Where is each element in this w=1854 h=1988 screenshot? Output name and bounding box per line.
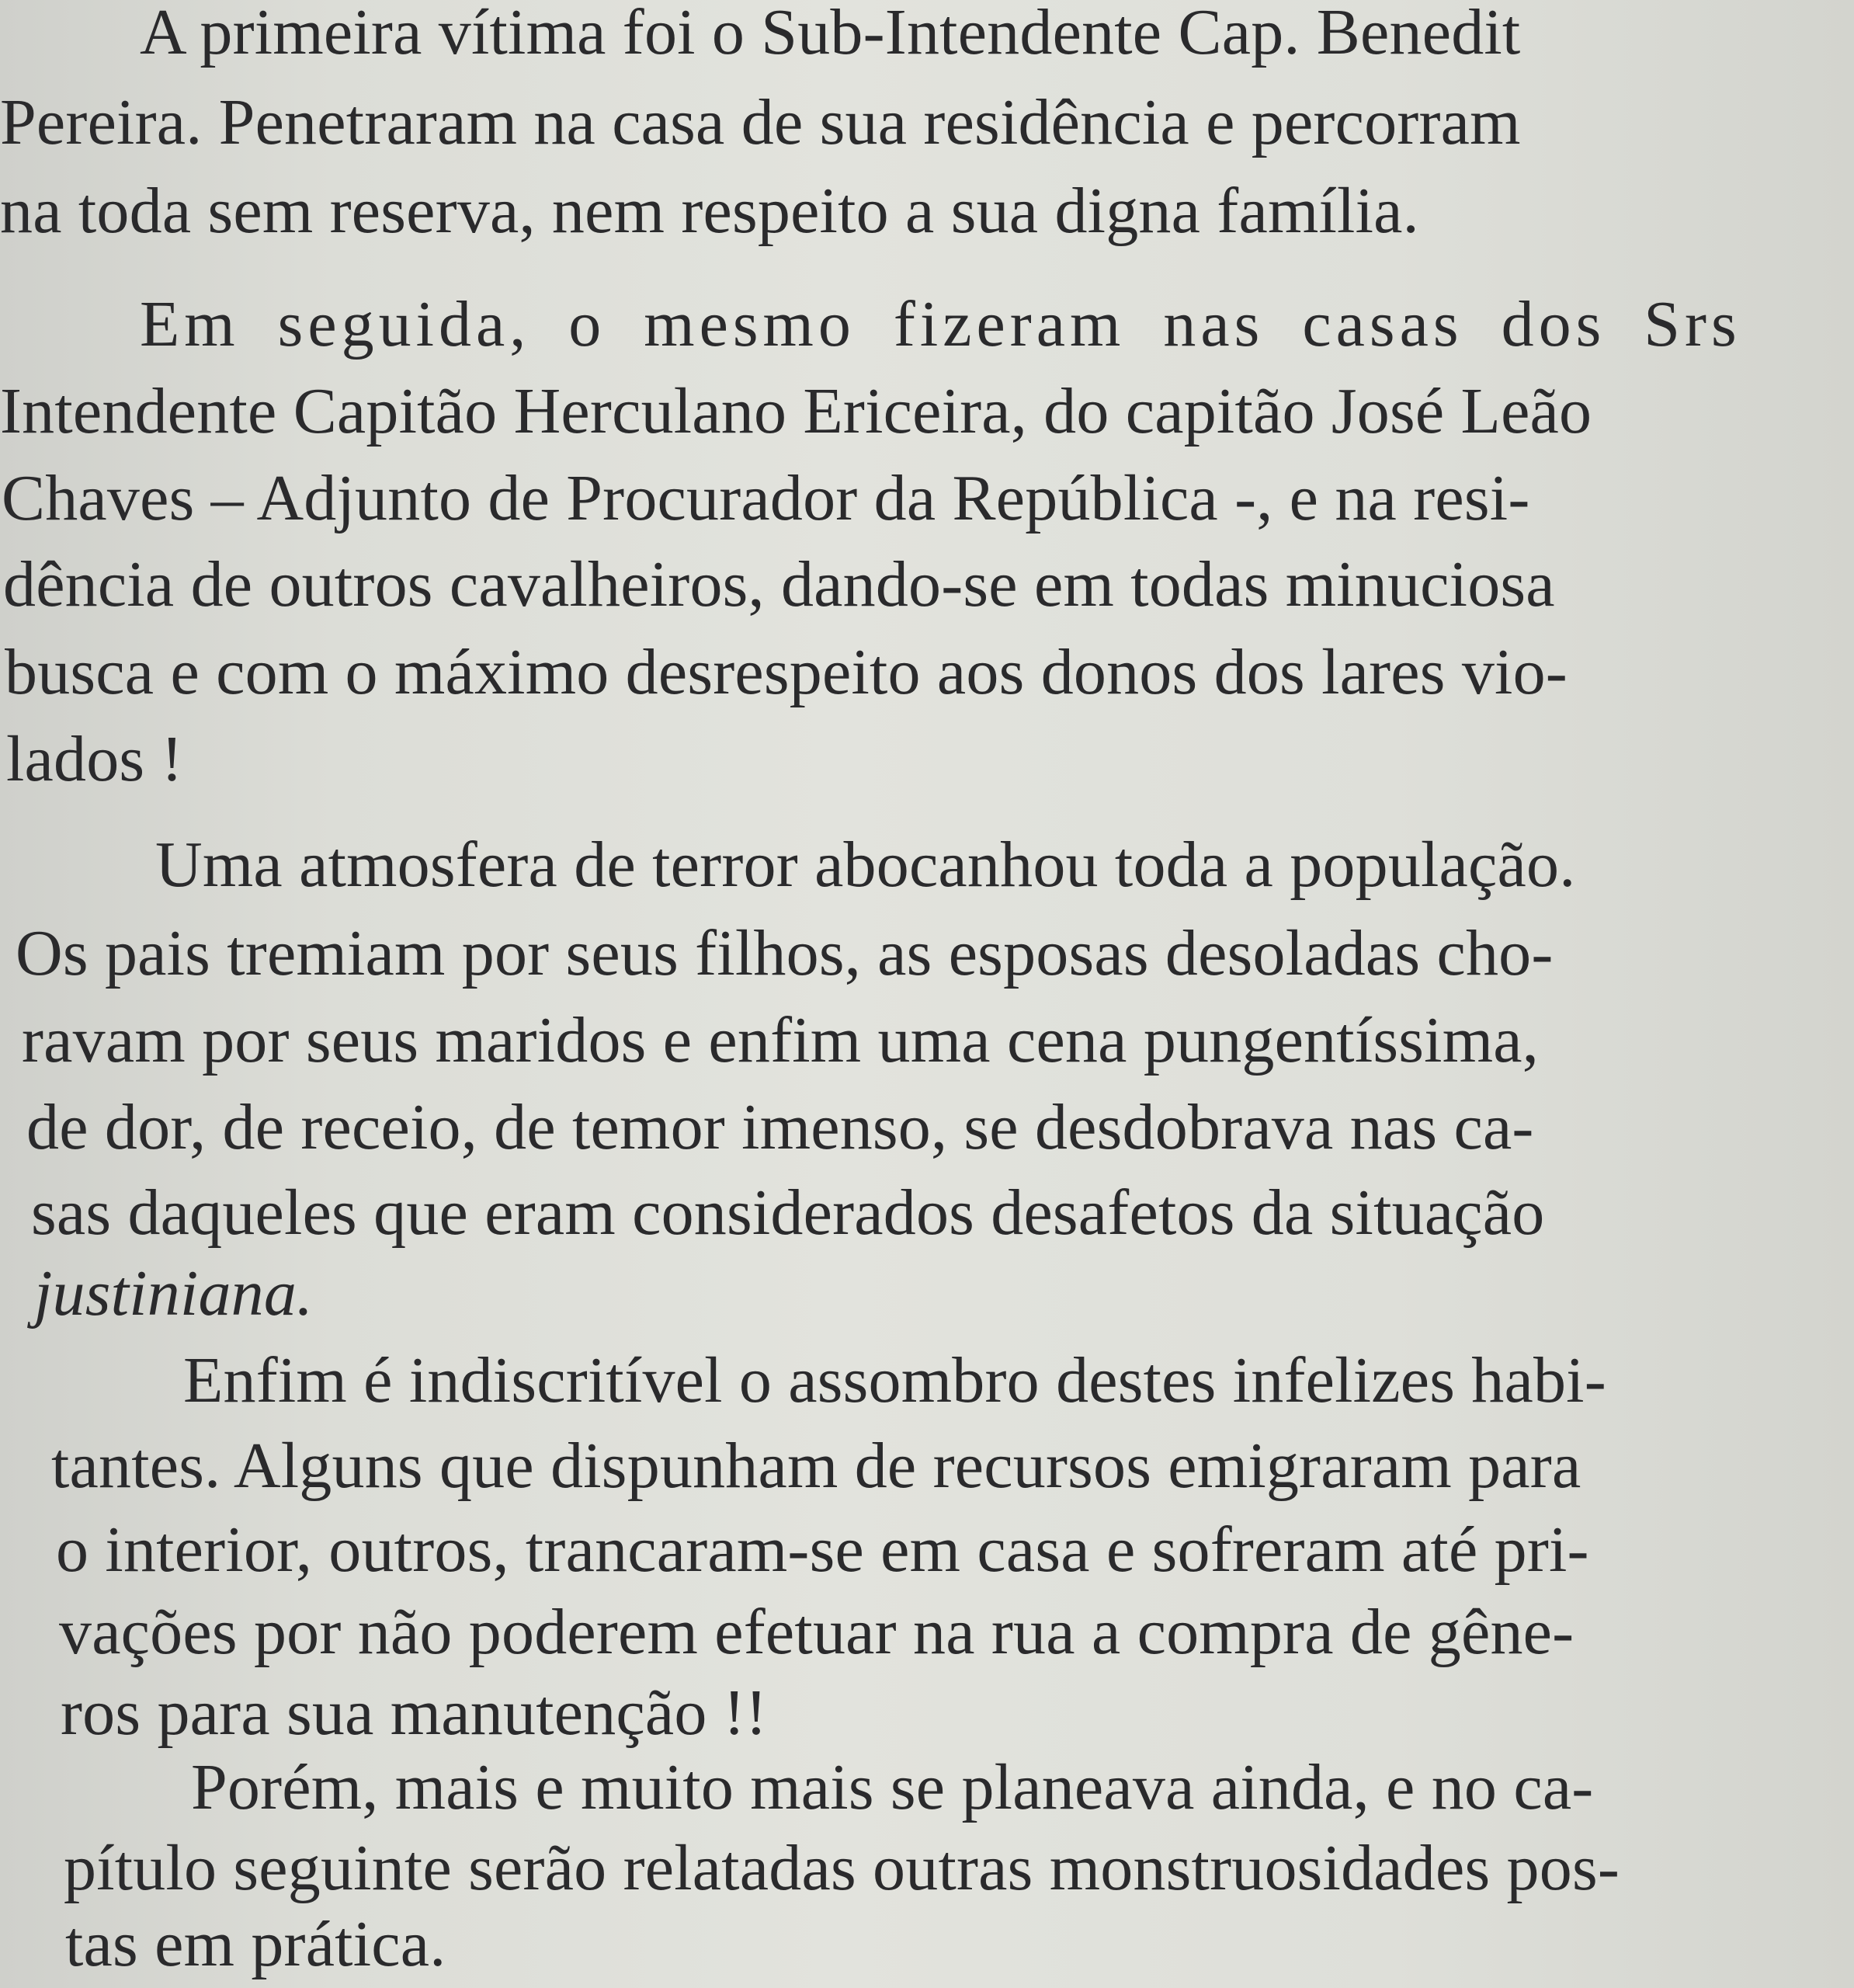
- text-line: tantes. Alguns que dispunham de recursos emigraram para: [51, 1430, 1581, 1502]
- text-line: o interior, outros, trancaram-se em casa e sofreram até pri-: [56, 1514, 1589, 1586]
- text-line: Em seguida, o mesmo fizeram nas casas dos Srs: [140, 288, 1741, 360]
- text-line: ravam por seus maridos e enfim uma cena pungentíssima,: [22, 1004, 1539, 1076]
- text-line: justiniana.: [34, 1257, 314, 1329]
- text-line: sas daqueles que eram considerados desafetos da situação: [31, 1176, 1545, 1249]
- text-line: A primeira vítima foi o Sub-Intendente Cap. Benedit: [140, 0, 1521, 68]
- text-line: na toda sem reserva, nem respeito a sua digna família.: [0, 175, 1419, 247]
- text-line: Porém, mais e muito mais se planeava ainda, e no ca-: [191, 1751, 1594, 1823]
- text-line: ros para sua manutenção !!: [61, 1677, 768, 1749]
- text-line: pítulo seguinte serão relatadas outras monstruosidades pos-: [64, 1832, 1620, 1904]
- text-line: vações por não poderem efetuar na rua a compra de gêne-: [59, 1596, 1575, 1668]
- text-line: Intendente Capitão Herculano Ericeira, do capitão José Leão: [0, 375, 1592, 447]
- text-line: Pereira. Penetraram na casa de sua residência e percorram: [0, 86, 1521, 158]
- text-line: Uma atmosfera de terror abocanhou toda a população.: [155, 829, 1576, 901]
- text-line: lados !: [6, 723, 183, 795]
- text-line: tas em prática.: [65, 1908, 446, 1980]
- text-line: Os pais tremiam por seus filhos, as esposas desoladas cho-: [16, 917, 1554, 989]
- text-line: de dor, de receio, de temor imenso, se desdobrava nas ca-: [26, 1091, 1534, 1163]
- text-line: Chaves – Adjunto de Procurador da República -, e na resi-: [2, 462, 1530, 534]
- text-line: busca e com o máximo desrespeito aos donos dos lares vio-: [5, 636, 1568, 708]
- text-line: dência de outros cavalheiros, dando-se em todas minuciosa: [3, 548, 1555, 620]
- text-line: Enfim é indiscritível o assombro destes infelizes habi-: [183, 1344, 1606, 1416]
